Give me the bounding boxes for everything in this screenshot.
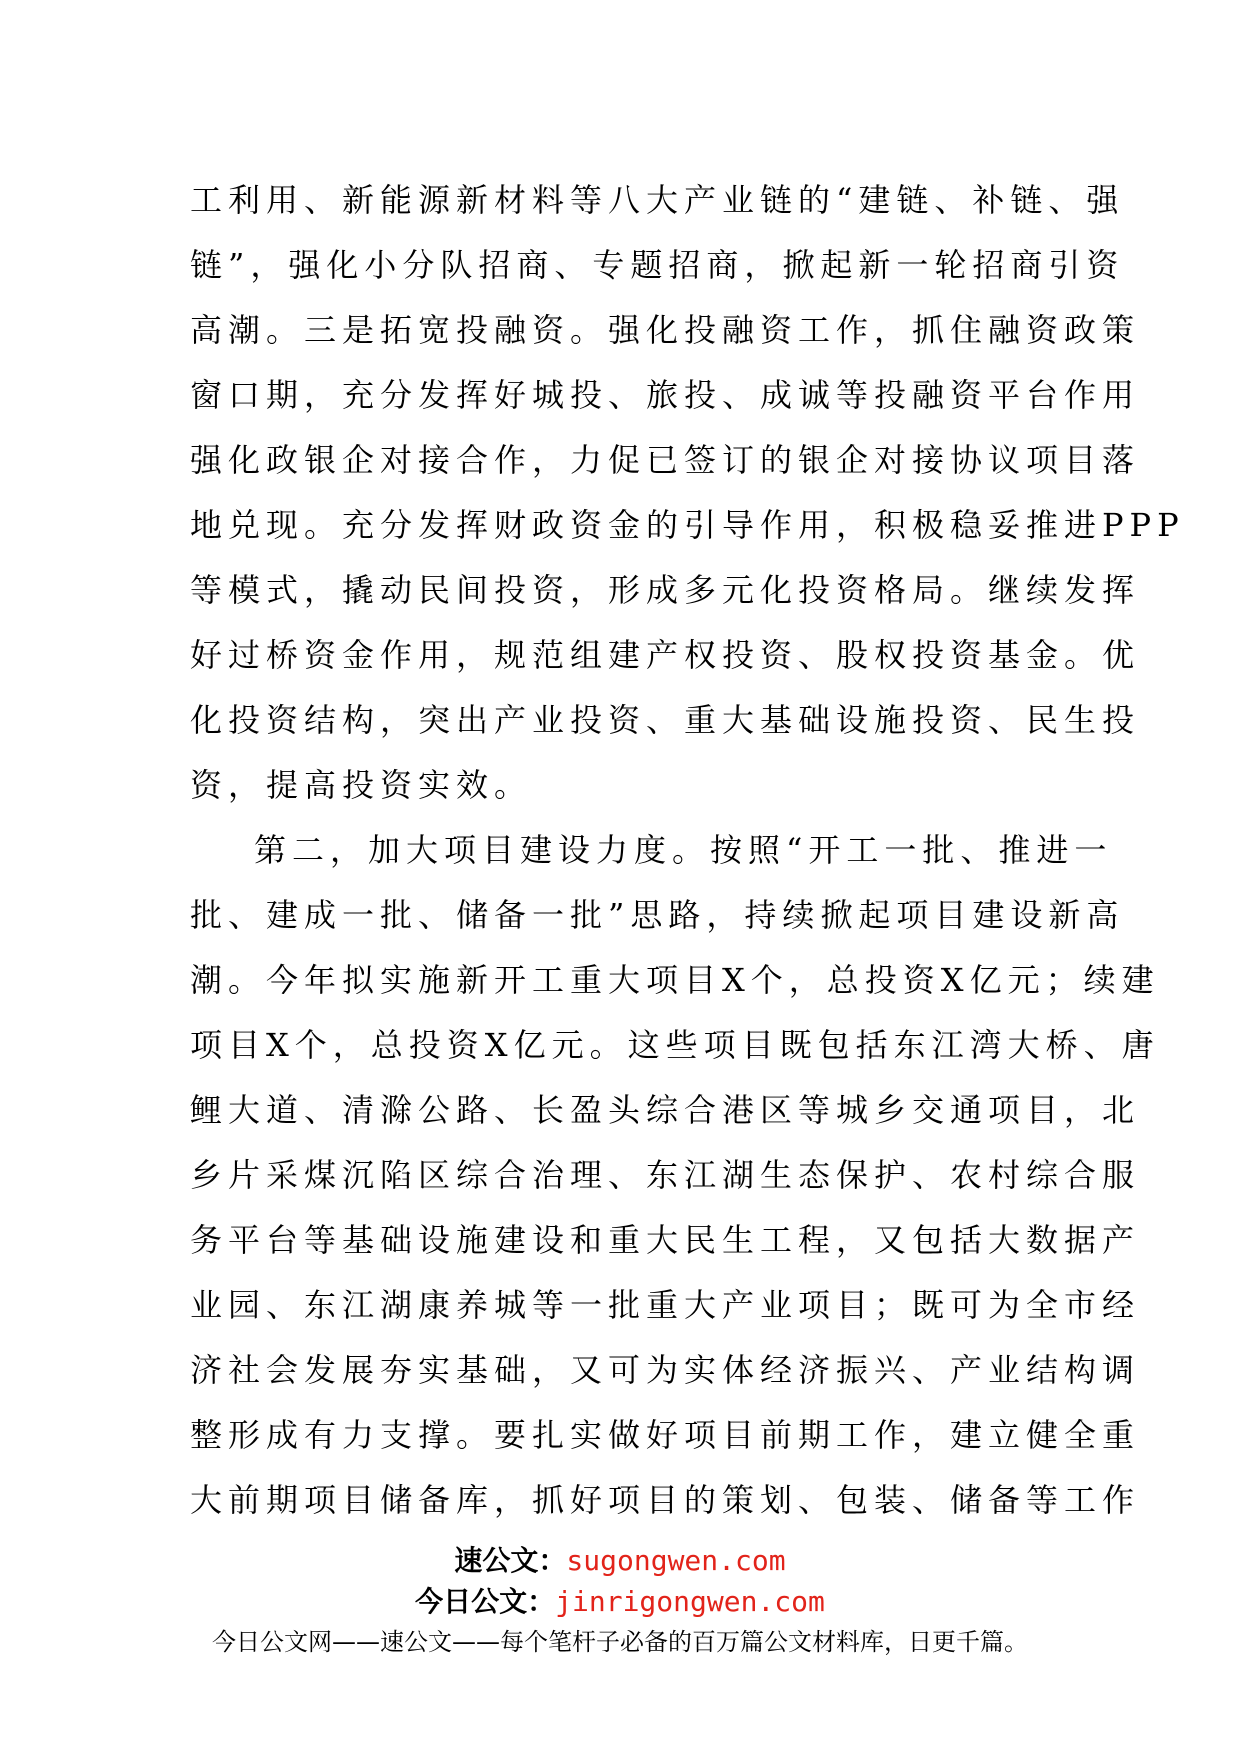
body-line-2: 链”，强化小分队招商、专题招商，掀起新一轮招商引资 (190, 246, 1125, 284)
body-line-10: 资，提高投资实效。 (190, 766, 533, 804)
body-line-5: 强化政银企对接合作，力促已签订的银企对接协议项目落 (190, 441, 1141, 479)
footer-link-sugongwen[interactable]: sugongwen.com (566, 1544, 786, 1577)
body-line-4: 窗口期，充分发挥好城投、旅投、成诚等投融资平台作用 (190, 376, 1141, 414)
footer-label-sugongwen: 速公文： (454, 1544, 567, 1577)
body-line-11: 第二，加大项目建设力度。按照“开工一批、推进一 (254, 831, 1113, 869)
body-line-9: 化投资结构，突出产业投资、重大基础设施投资、民生投 (190, 701, 1141, 739)
body-line-6: 地兑现。充分发挥财政资金的引导作用，积极稳妥推进PPP (190, 506, 1185, 544)
body-line-15: 鲤大道、清滁公路、长盈头综合港区等城乡交通项目，北 (190, 1091, 1141, 1129)
body-line-18: 业园、东江湖康养城等一批重大产业项目；既可为全市经 (190, 1286, 1141, 1324)
body-line-12: 批、建成一批、储备一批”思路，持续掀起项目建设新高 (190, 896, 1125, 934)
body-text (190, 168, 1185, 1533)
footer-line-jinrigongwen (0, 1584, 1240, 1620)
body-line-8: 好过桥资金作用，规范组建产权投资、股权投资基金。优 (190, 636, 1141, 674)
body-line-17: 务平台等基础设施建设和重大民生工程，又包括大数据产 (190, 1221, 1141, 1259)
footer-label-jinrigongwen: 今日公文： (415, 1585, 556, 1618)
body-line-1: 工利用、新能源新材料等八大产业链的“建链、补链、强 (190, 181, 1125, 219)
body-line-20: 整形成有力支撑。要扎实做好项目前期工作，建立健全重 (190, 1416, 1141, 1454)
footer-slogan: 今日公文网——速公文——每个笔杆子必备的百万篇公文材料库，日更千篇。 (212, 1628, 1028, 1656)
footer-line-sugongwen (0, 1543, 1240, 1579)
body-line-13: 潮。今年拟实施新开工重大项目X个，总投资X亿元；续建 (190, 961, 1160, 999)
body-line-19: 济社会发展夯实基础，又可为实体经济振兴、产业结构调 (190, 1351, 1141, 1389)
body-line-14: 项目X个，总投资X亿元。这些项目既包括东江湾大桥、唐 (190, 1026, 1160, 1064)
body-line-7: 等模式，撬动民间投资，形成多元化投资格局。继续发挥 (190, 571, 1141, 609)
body-line-21: 大前期项目储备库，抓好项目的策划、包装、储备等工作 (190, 1481, 1141, 1519)
footer-link-jinrigongwen[interactable]: jinrigongwen.com (555, 1585, 825, 1618)
body-line-3: 高潮。三是拓宽投融资。强化投融资工作，抓住融资政策 (190, 311, 1141, 349)
body-line-16: 乡片采煤沉陷区综合治理、东江湖生态保护、农村综合服 (190, 1156, 1141, 1194)
